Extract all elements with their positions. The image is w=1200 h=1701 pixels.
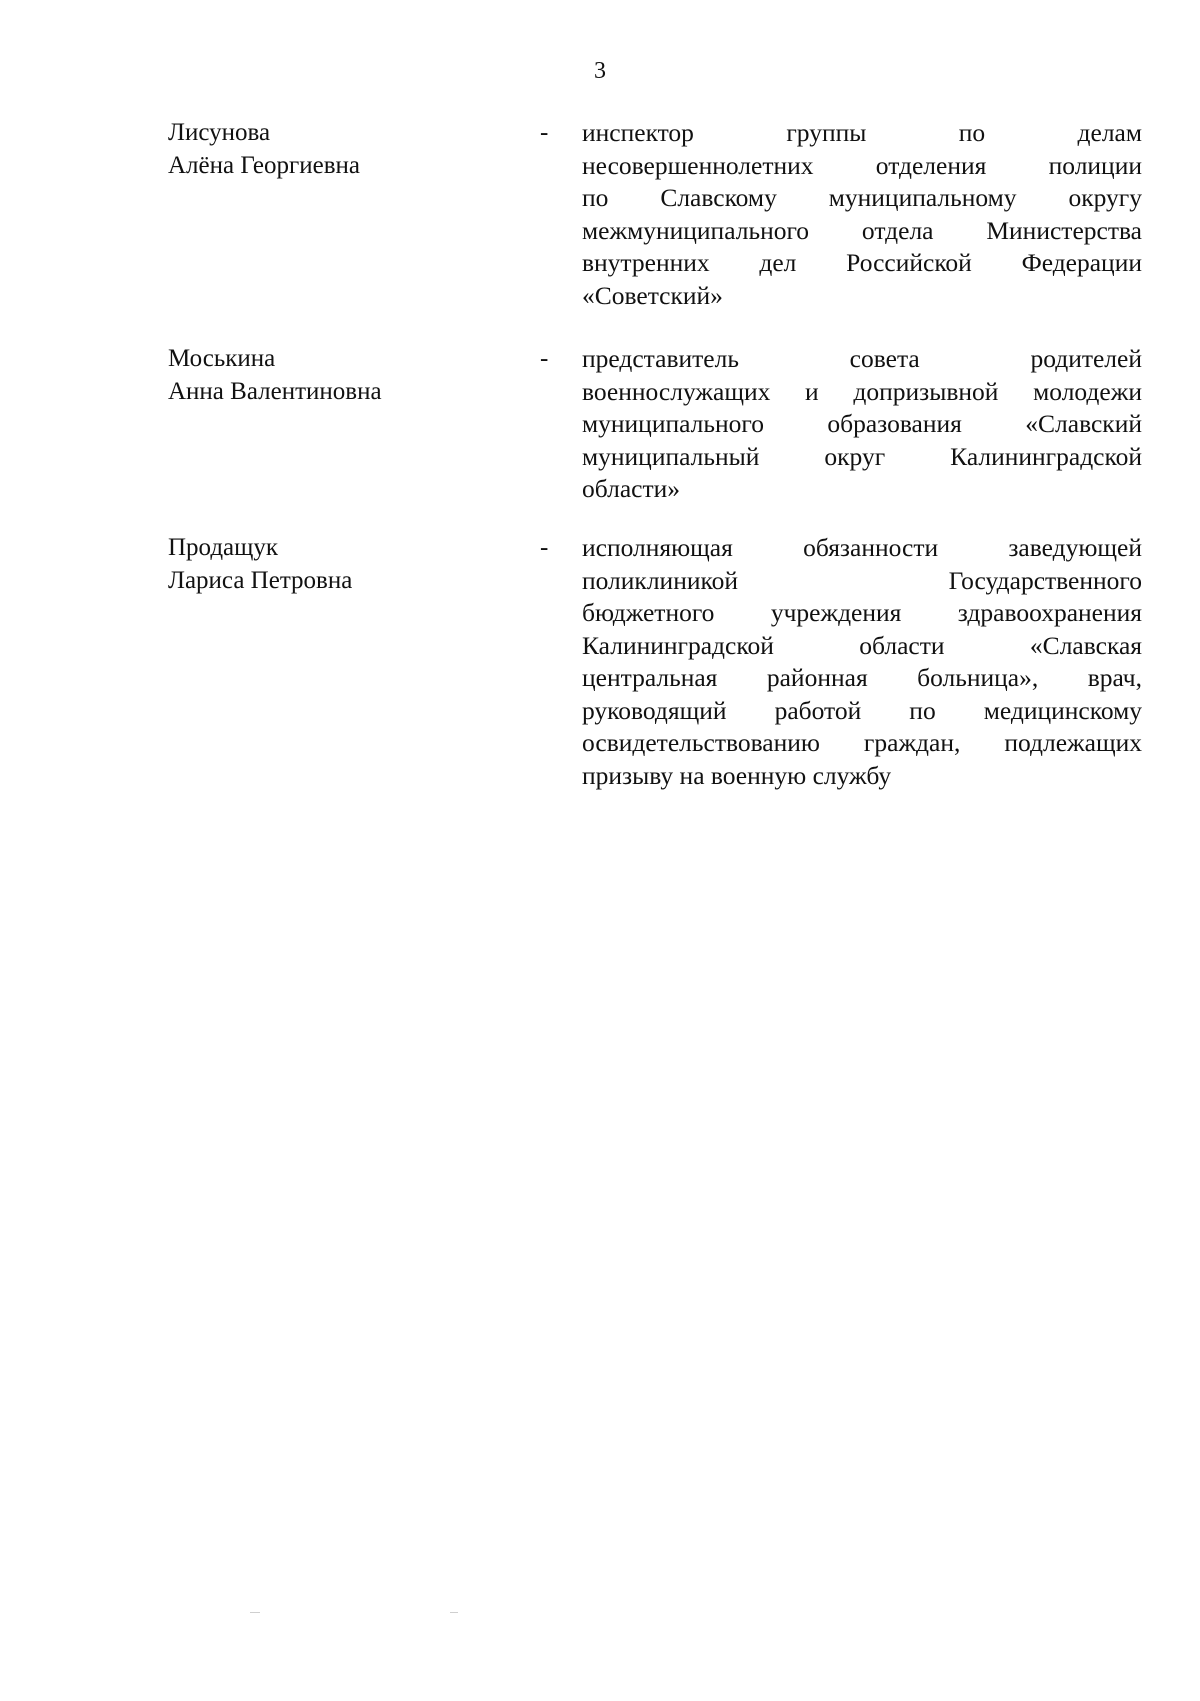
separator-dash: - <box>540 534 549 561</box>
position-line: поликлиникой Государственного <box>582 565 1142 595</box>
position-line: представитель совета родителей <box>582 344 1142 373</box>
member-position <box>582 117 1142 312</box>
position-line: Калининградской области «Славская <box>582 630 1142 660</box>
position-line: освидетельствованию граждан, подлежащих <box>582 728 1142 757</box>
member-name <box>168 117 528 182</box>
member-given-names: Алёна Георгиевна <box>168 151 361 179</box>
position-line: руководящий работой по медицинскому <box>582 695 1142 725</box>
separator-dash: - <box>540 119 549 146</box>
member-surname: Продащук <box>168 534 279 561</box>
position-line: исполняющая обязанности заведующей <box>582 533 1142 562</box>
scan-speck <box>250 1612 260 1613</box>
position-line: «Советский» <box>582 280 723 310</box>
member-position <box>582 532 1142 792</box>
member-surname: Лисунова <box>168 119 271 146</box>
member-name <box>168 343 528 408</box>
position-line: межмуниципального отдела Министерства <box>582 215 1142 245</box>
position-line: призыву на военную службу <box>582 760 892 790</box>
position-line: центральная районная больница», врач, <box>582 663 1142 692</box>
position-line: внутренних дел Российской Федерации <box>582 248 1142 277</box>
scan-speck <box>450 1612 458 1613</box>
position-line: муниципальный округ Калининградской <box>582 441 1142 471</box>
position-line: бюджетного учреждения здравоохранения <box>582 598 1142 627</box>
position-line: области» <box>582 474 680 503</box>
position-line: военнослужащих и допризывной молодежи <box>582 376 1142 406</box>
member-name <box>168 532 528 597</box>
position-line: несовершеннолетних отделения полиции <box>582 150 1142 180</box>
position-line: по Славскому муниципальному округу <box>582 183 1142 212</box>
separator-dash: - <box>540 345 549 372</box>
position-line: муниципального образования «Славский <box>582 409 1142 438</box>
position-line: инспектор группы по делам <box>582 118 1142 147</box>
member-surname: Моськина <box>168 345 276 372</box>
page-number: 3 <box>594 58 606 84</box>
member-position <box>582 343 1142 506</box>
member-given-names: Анна Валентиновна <box>168 377 382 405</box>
member-given-names: Лариса Петровна <box>168 566 353 594</box>
